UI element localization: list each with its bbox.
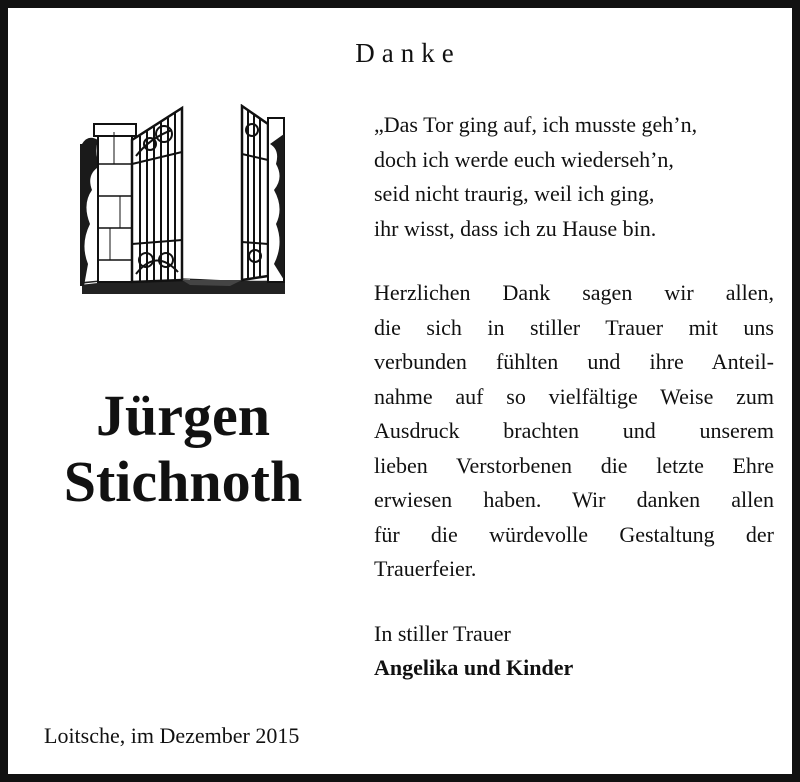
thanks-line: Trauerfeier.: [374, 556, 477, 581]
poem-line: seid nicht traurig, weil ich ging,: [374, 181, 655, 206]
place-date: Loitsche, im Dezember 2015: [44, 723, 300, 748]
closing: [374, 617, 774, 686]
open-garden-gate-icon: [80, 104, 290, 300]
thanks-line: verbunden fühlten und ihre Anteil-: [374, 349, 774, 374]
thanks-line: nahme auf so vielfältige Weise zum: [374, 383, 774, 409]
thanks-line: lieben Verstorbenen die letzte Ehre: [374, 452, 774, 478]
thanks-line: für die würdevolle Gestaltung der: [374, 521, 774, 547]
signers: Angelika und Kinder: [374, 655, 574, 680]
deceased-last-name: Stichnoth: [63, 449, 303, 514]
poem-line: ihr wisst, dass ich zu Hause bin.: [374, 215, 657, 241]
thanks-line: die sich in stiller Trauer mit uns: [374, 314, 774, 340]
thanks-line: Herzlichen Dank sagen wir allen,: [374, 280, 774, 305]
closing-phrase: In stiller Trauer: [374, 620, 511, 646]
thanks-paragraph: [374, 276, 774, 587]
poem: [374, 108, 774, 246]
thanks-line: erwiesen haben. Wir danken allen: [374, 487, 774, 512]
deceased-name: [28, 383, 338, 515]
poem-line: doch ich werde euch wiederseh’n,: [374, 146, 674, 172]
deceased-first-name: Jürgen: [96, 383, 270, 448]
poem-line: „Das Tor ging auf, ich musste geh’n,: [374, 112, 698, 137]
thanks-line: Ausdruck brachten und unserem: [374, 418, 774, 443]
notice-heading: Danke: [355, 38, 461, 68]
notice-text: [374, 108, 774, 686]
